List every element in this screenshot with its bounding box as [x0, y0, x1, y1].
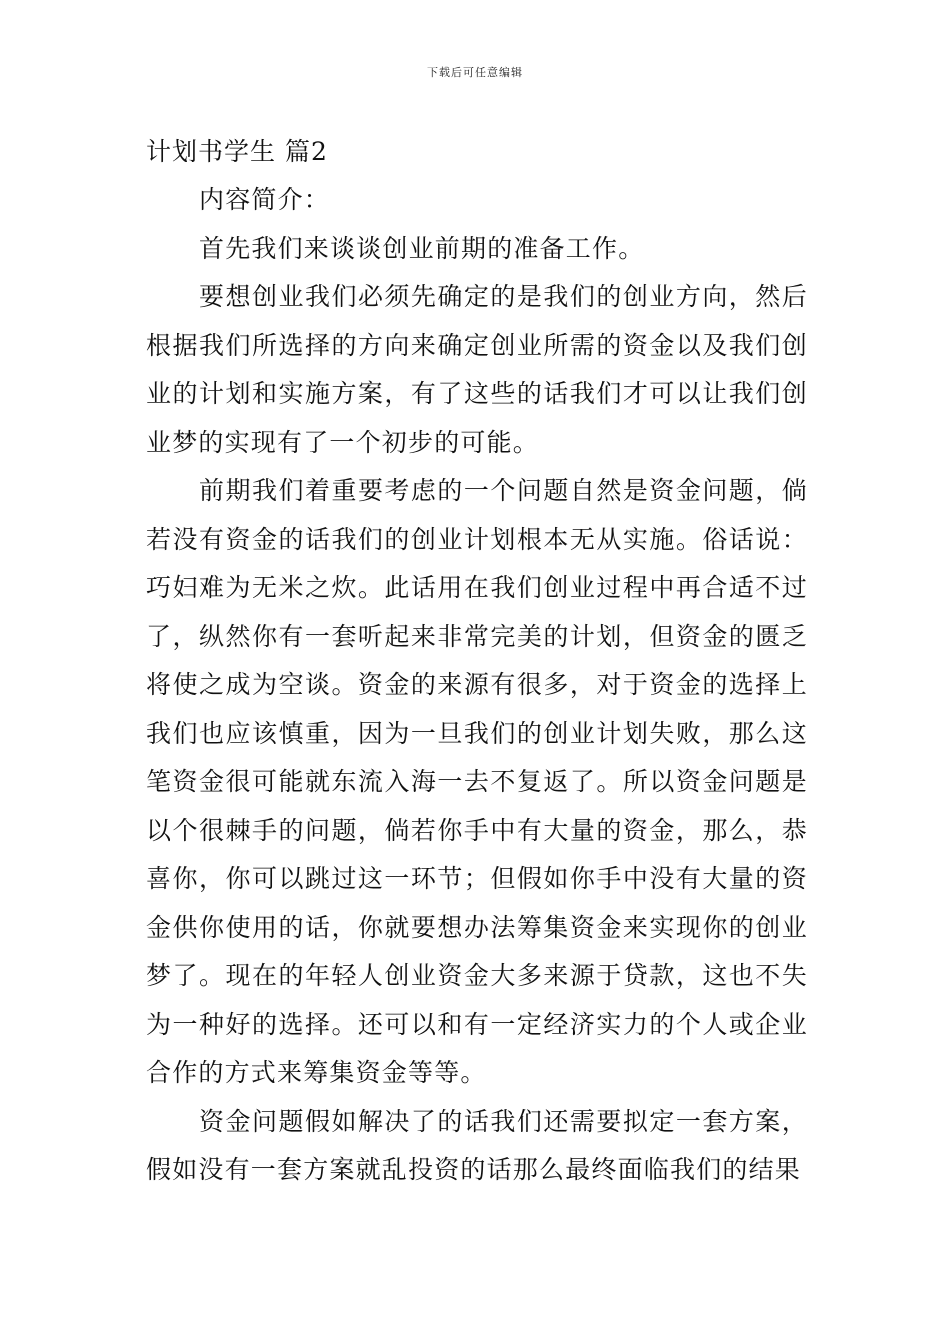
document-body [146, 128, 808, 1195]
paragraph-preparation: 首先我们来谈谈创业前期的准备工作。 [199, 233, 645, 263]
paragraph-direction: 要想创业我们必须先确定的是我们的创业方向，然后根据我们所选择的方向来确定创业所需的资金以及我们创业的计划和实施方案，有了这些的话我们才可以让我们创业梦的实现有了一个初步的可能。 [146, 282, 808, 457]
document-title: 计划书学生 篇2 [146, 137, 328, 166]
paragraph-intro-label: 内容简介： [199, 185, 331, 214]
page-header: 下载后可任意编辑 [427, 66, 523, 79]
paragraph-funding: 前期我们着重要考虑的一个问题自然是资金问题，倘若没有资金的话我们的创业计划根本无从实施。俗话说：巧妇难为无米之炊。此话用在我们创业过程中再合适不过了，纵然你有一套听起来非常完美的计划，但资金的匮乏将使之成为空谈。资金的来源有很多，对于资金的选择上我们也应该慎重，因为一旦我们的创业计划失败，那么这笔资金很可能就东流入海一去不复返了。所以资金问题是以个很棘手的问题，倘若你手中有大量的资金，那么，恭喜你，你可以跳过这一环节；但假如你手中没有大量的资金供你使用的话，你就要想办法筹集资金来实现你的创业梦了。现在的年轻人创业资金大多来源于贷款，这也不失为一种好的选择。还可以和有一定经济实力的个人或企业合作的方式来筹集资金等等。 [146, 476, 808, 1087]
paragraph-plan: 资金问题假如解决了的话我们还需要拟定一套方案，假如没有一套方案就乱投资的话那么最终面临我们的结果 [146, 1106, 808, 1184]
